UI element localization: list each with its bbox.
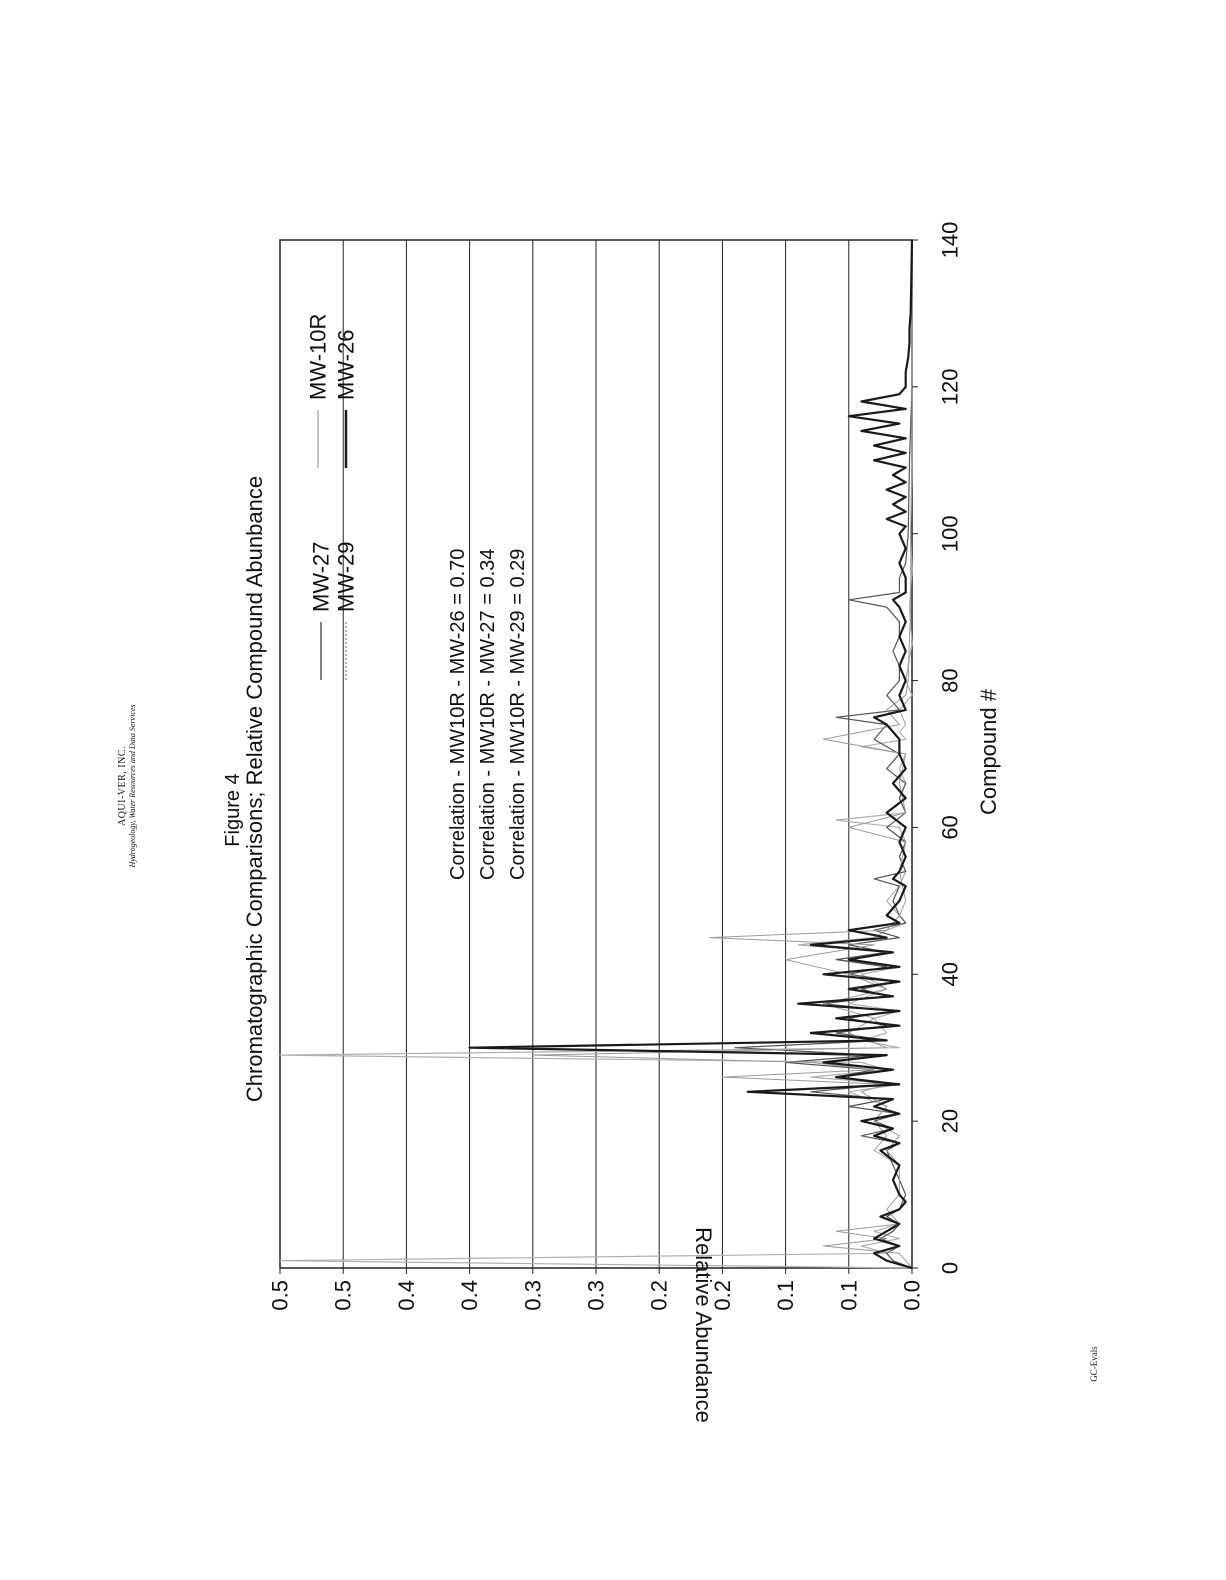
x-tick-label-7: 140	[937, 221, 963, 259]
x-tick-label-5: 100	[937, 515, 963, 553]
y-tick-label-8: 0.4	[393, 1280, 419, 1311]
correlation-mw26: Correlation - MW10R - MW-26 = 0.70	[447, 548, 469, 880]
x-tick-label-2: 40	[937, 962, 963, 987]
x-tick-label-3: 60	[937, 815, 963, 840]
y-tick-label-4: 0.2	[646, 1280, 672, 1311]
company-tagline: Hydrogeology, Water Resources and Data Services	[128, 704, 137, 868]
legend-label-mw27: MW-29	[333, 541, 359, 612]
chart-title: Chromatographic Comparisons; Relative Compound Abunbance	[242, 475, 267, 1103]
x-tick-label-4: 80	[937, 668, 963, 693]
correlation-annotations	[447, 549, 529, 880]
y-tick-label-3: 0.2	[709, 1280, 735, 1311]
x-axis-label: Compound #	[976, 689, 1001, 815]
legend-label-mw26: MW-27	[308, 541, 334, 612]
x-tick-label-6: 120	[937, 368, 963, 406]
company-name: AQUI-VER, INC.	[117, 745, 128, 827]
y-tick-label-7: 0.4	[457, 1280, 483, 1311]
y-tick-label-2: 0.1	[773, 1280, 799, 1311]
figure-label: Figure 4	[222, 773, 244, 847]
y-tick-label-6: 0.3	[520, 1280, 546, 1311]
y-tick-label-5: 0.3	[583, 1280, 609, 1311]
footer-code: GC-Evals	[1089, 1346, 1099, 1382]
x-tick-label-1: 20	[937, 1108, 963, 1134]
legend-label-mw10r: MW-10R	[305, 313, 331, 400]
y-tick-label-1: 0.1	[836, 1280, 862, 1311]
y-tick-label-0: 0.0	[899, 1280, 925, 1311]
correlation-mw27: Correlation - MW10R - MW-27 = 0.34	[477, 548, 499, 880]
y-tick-label-10: 0.5	[267, 1280, 293, 1311]
legend-label-mw29: MW-26	[333, 329, 359, 400]
y-axis-label: Relative Abundance	[691, 1227, 716, 1423]
correlation-mw29: Correlation - MW10R - MW-29 = 0.29	[507, 548, 529, 880]
x-tick-label-0: 0	[937, 1261, 963, 1275]
y-tick-label-9: 0.5	[330, 1280, 356, 1311]
